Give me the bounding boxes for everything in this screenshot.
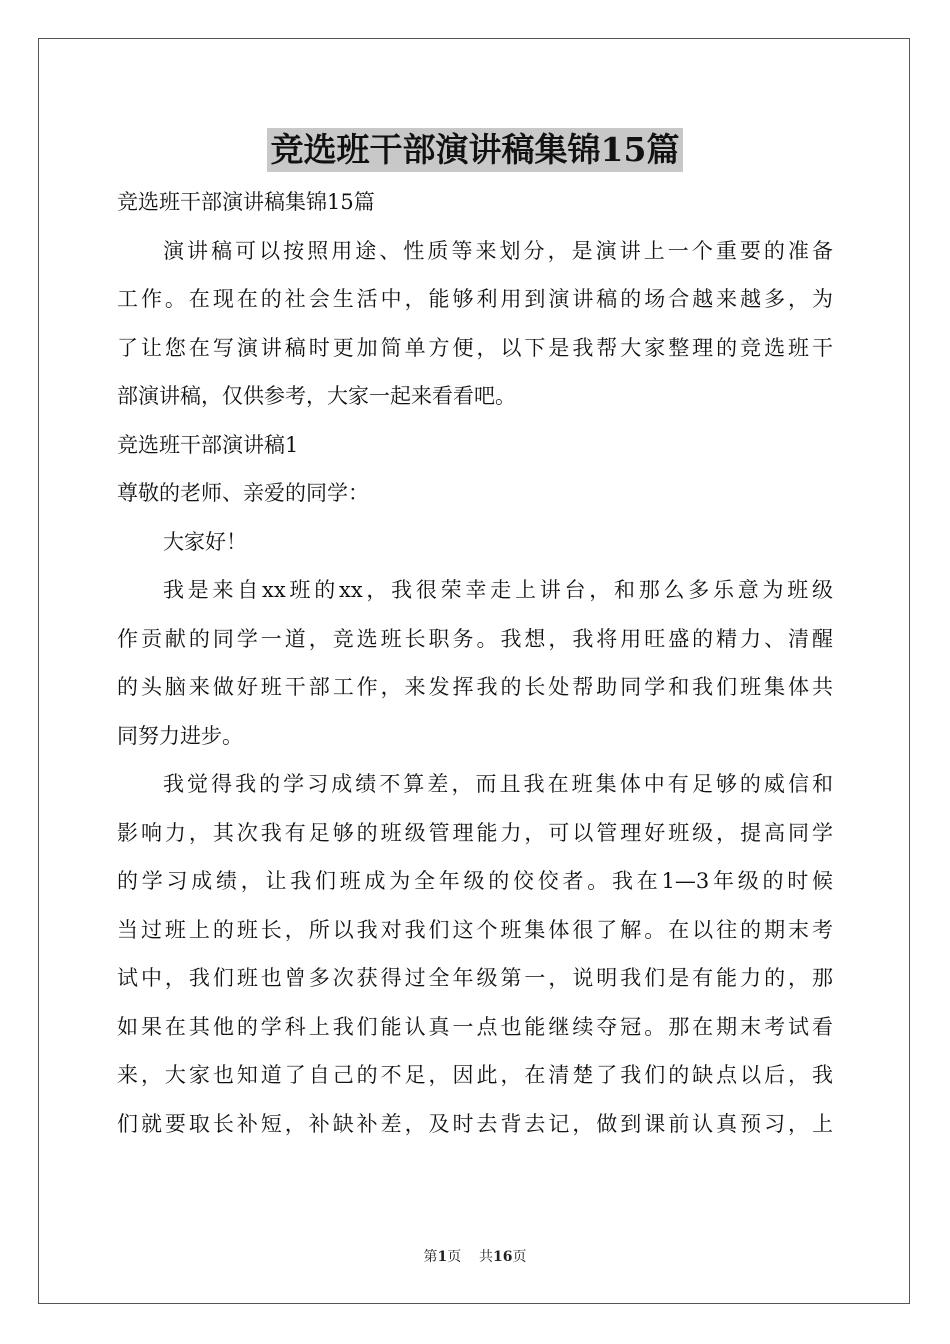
document-title: 竞选班干部演讲稿集锦15篇	[267, 128, 684, 172]
page-number: 1	[437, 1249, 448, 1265]
text-line: 影响力，其次我有足够的班级管理能力，可以管理好班级，提高同学	[117, 820, 833, 845]
total-pages: 16	[493, 1249, 513, 1265]
text-line: 尊敬的老师、亲爱的同学：	[117, 481, 369, 505]
text-line: 同努力进步。	[117, 723, 243, 748]
title-container	[0, 128, 950, 172]
text-line: 作贡献的同学一道，竞选班长职务。我想，我将用旺盛的精力、清醒	[117, 626, 833, 651]
text-line: 了让您在写演讲稿时更加简单方便，以下是我帮大家整理的竞选班干	[117, 335, 833, 360]
text-line: 当过班上的班长，所以我对我们这个班集体很了解。在以往的期末考	[117, 917, 833, 942]
text-line: 如果在其他的学科上我们能认真一点也能继续夺冠。那在期末考试看	[117, 1014, 833, 1039]
text-line: 我是来自xx班的xx，我很荣幸走上讲台，和那么多乐意为班级	[163, 578, 833, 602]
text-line: 来，大家也知道了自己的不足，因此，在清楚了我们的缺点以后，我	[117, 1063, 833, 1087]
text-line: 工作。在现在的社会生活中，能够利用到演讲稿的场合越来越多，为	[117, 287, 833, 311]
text-line: 竞选班干部演讲稿集锦15篇	[117, 190, 375, 214]
text-line: 们就要取长补短，补缺补差，及时去背去记，做到课前认真预习，上	[117, 1111, 833, 1136]
text-line: 试中，我们班也曾多次获得过全年级第一，说明我们是有能力的，那	[117, 966, 833, 990]
text-line: 我觉得我的学习成绩不算差，而且我在班集体中有足够的威信和	[163, 772, 833, 796]
page-prefix: 第	[423, 1249, 438, 1265]
text-line: 的头脑来做好班干部工作，来发挥我的长处帮助同学和我们班集体共	[117, 675, 833, 699]
text-line: 演讲稿可以按照用途、性质等来划分，是演讲上一个重要的准备	[163, 238, 833, 263]
total-prefix: 共	[479, 1249, 494, 1265]
text-line: 的学习成绩，让我们班成为全年级的佼佼者。我在1—3年级的时候	[117, 869, 833, 893]
document-body	[117, 178, 833, 1148]
total-suffix: 页	[512, 1249, 527, 1265]
text-line: 部演讲稿，仅供参考，大家一起来看看吧。	[117, 384, 516, 408]
page-footer	[0, 1246, 950, 1266]
page-suffix: 页	[447, 1249, 462, 1265]
text-line: 竞选班干部演讲稿1	[117, 432, 299, 457]
text-line: 大家好！	[163, 529, 247, 554]
